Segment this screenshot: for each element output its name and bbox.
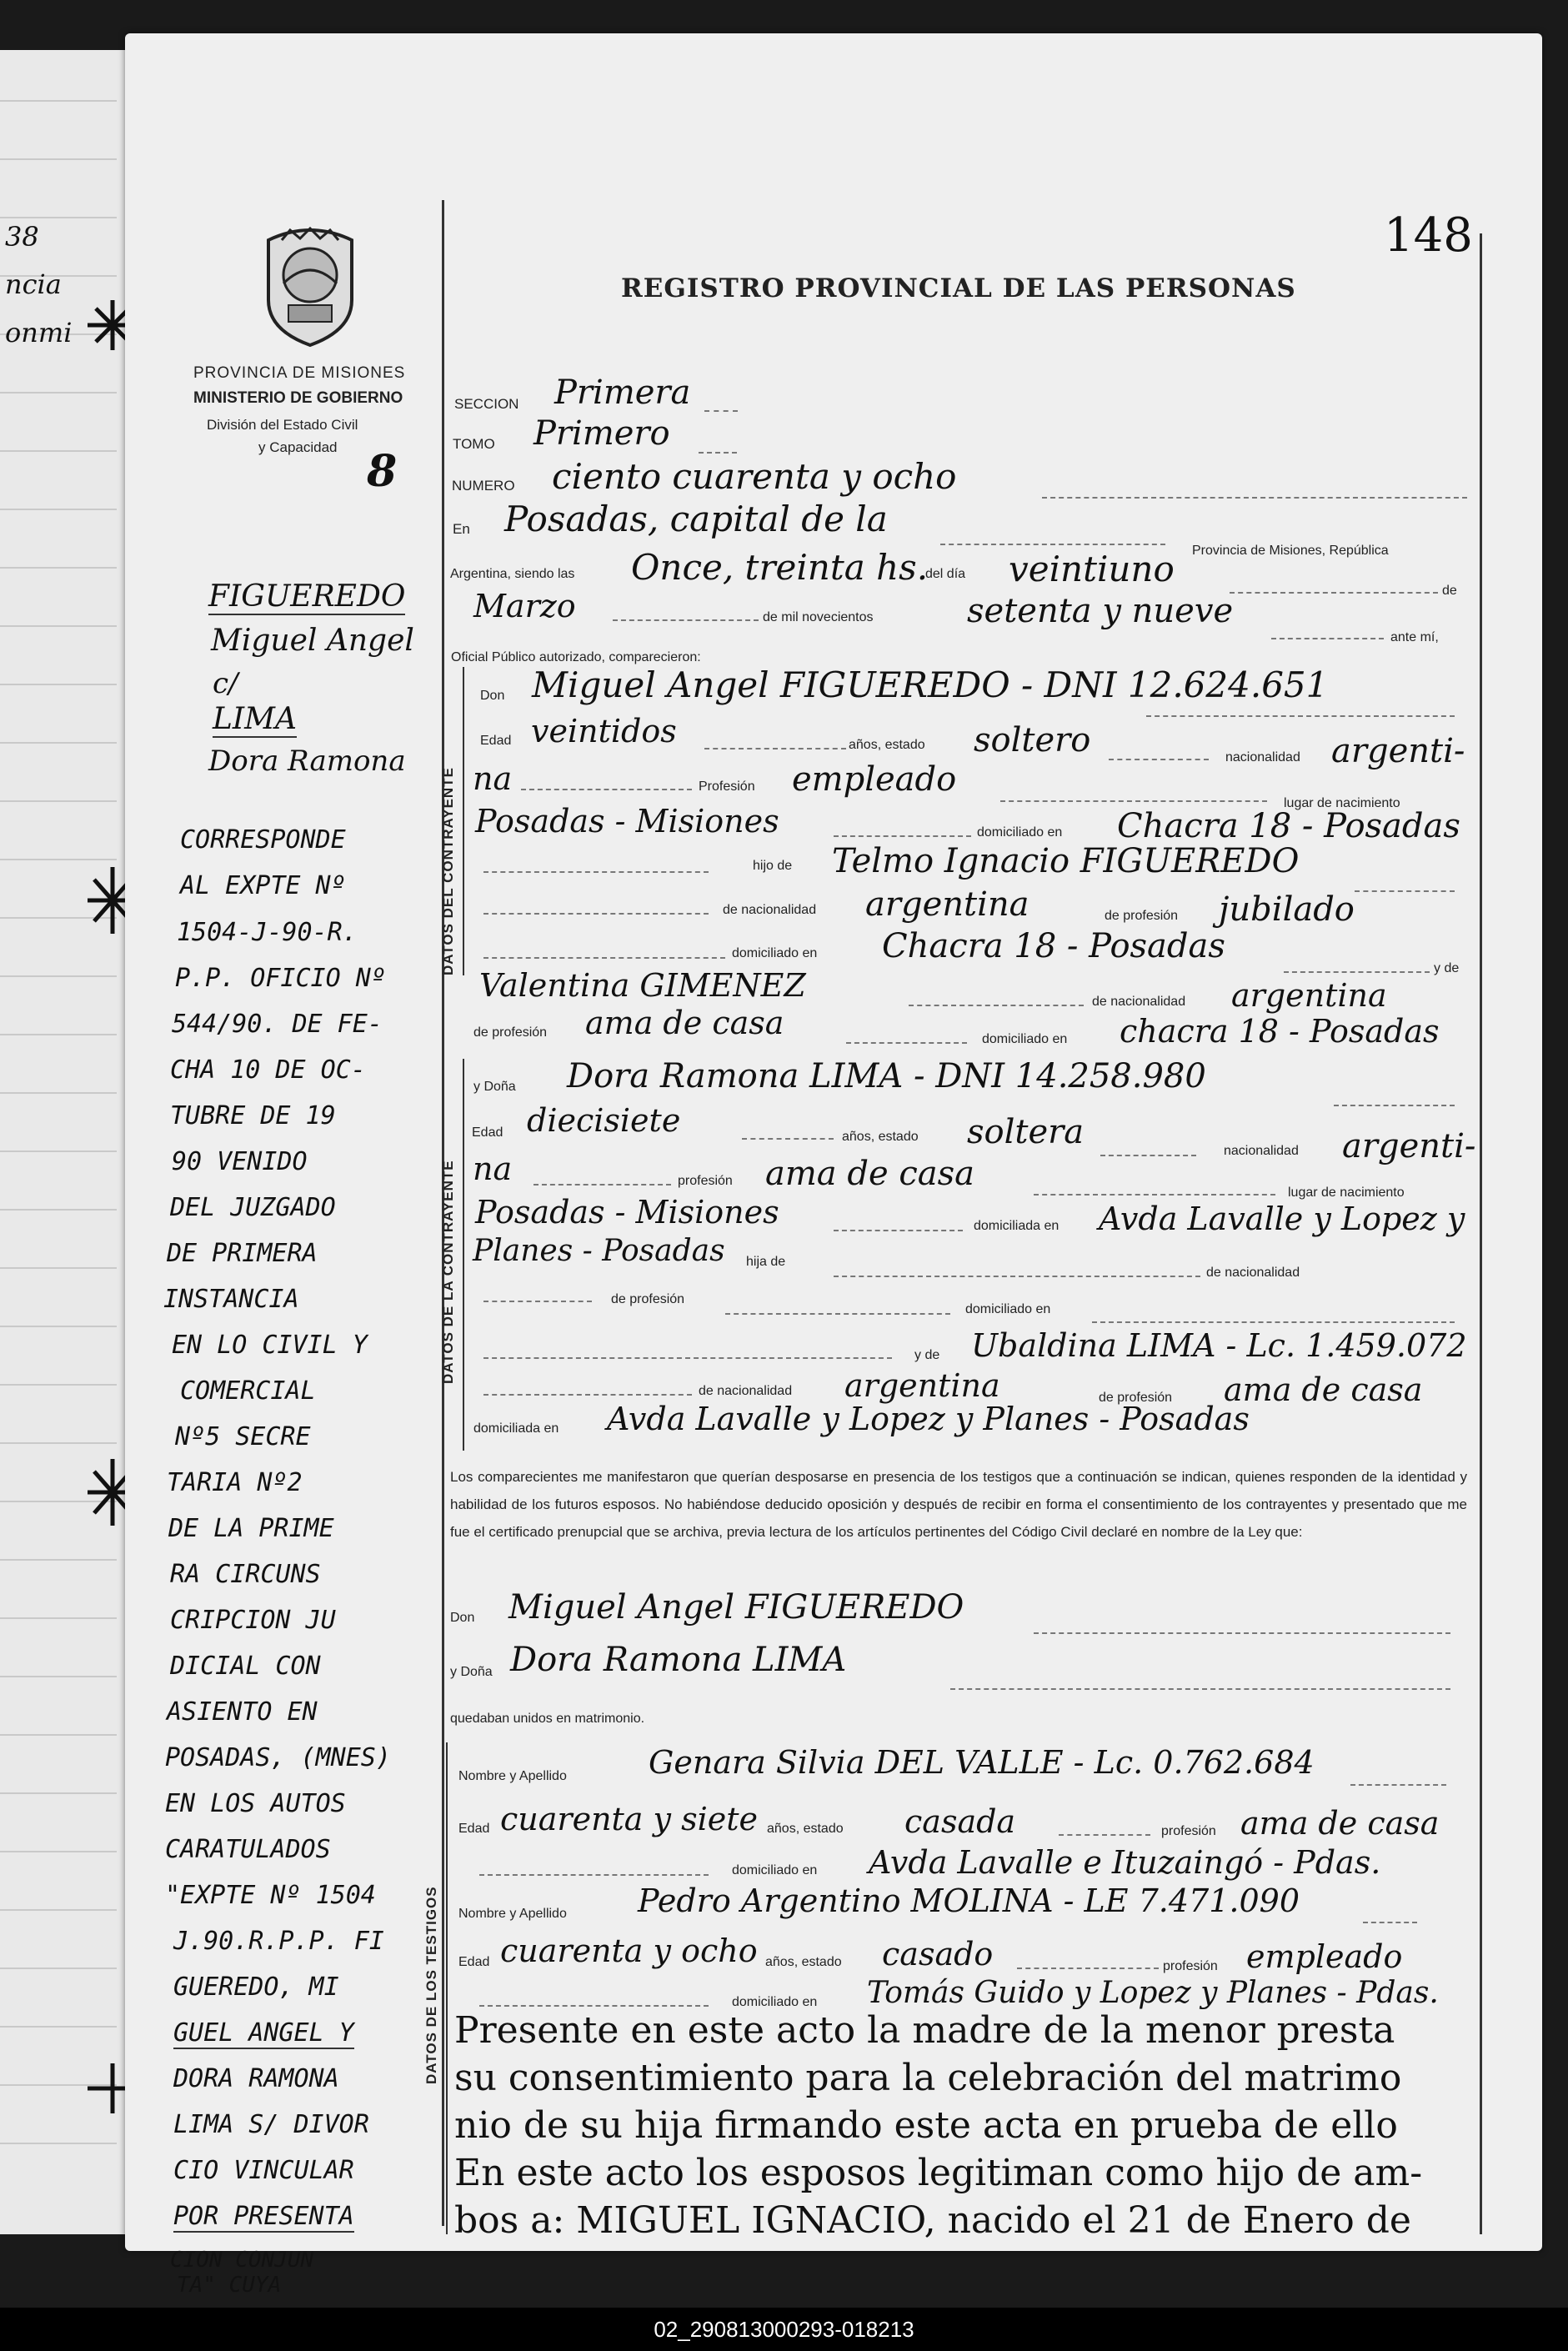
witness-section-border (446, 1742, 448, 2234)
field-groom-padre-nac: argentina (865, 885, 1029, 924)
field-groom-madre-dom: chacra 18 - Posadas (1120, 1013, 1440, 1050)
label-domiciliado-padre-bride: domiciliado en (965, 1302, 1051, 1316)
margin-note-line: 544/90. DE FE- (172, 1010, 383, 1039)
field-groom-padre-prof: jubilado (1219, 890, 1355, 929)
label-argentina-siendo: Argentina, siendo las (450, 567, 575, 581)
field-bride-name: Dora Ramona LIMA - DNI 14.258.980 (567, 1057, 1206, 1095)
label-quedaban: quedaban unidos en matrimonio. (450, 1712, 645, 1726)
field-witness1-edad: cuarenta y siete (500, 1801, 758, 1837)
field-bride-edad: diecisiete (527, 1102, 681, 1139)
field-groom-padre-dom: Chacra 18 - Posadas (882, 927, 1225, 965)
label-de-prof-padre-bride: de profesión (611, 1292, 685, 1306)
field-hora: Once, treinta hs. (631, 547, 929, 588)
label-seccion: SECCION (454, 396, 519, 412)
label-de-mil: de mil novecientos (763, 610, 874, 624)
label-de-nac-padre-bride: de nacionalidad (1206, 1266, 1300, 1280)
margin-note-line: EN LOS AUTOS (165, 1789, 346, 1818)
prev-page-text-3: onmi (5, 317, 73, 348)
margin-note-line: "EXPTE Nº 1504 (165, 1881, 376, 1910)
margin-note-line: LIMA S/ DIVOR (173, 2110, 369, 2139)
field-groom-nac-b: na (473, 760, 513, 797)
observation-line: su consentimiento para la celebración del matrimo (454, 2057, 1402, 2099)
label-anos-estado-testigo-2: años, estado (765, 1955, 842, 1969)
field-numero: ciento cuarenta y ocho (552, 456, 957, 497)
prev-page-text-1: 38 (5, 221, 39, 253)
label-nombre-testigo-1: Nombre y Apellido (458, 1769, 567, 1783)
label-datos-contrayente: DATOS DEL CONTRAYENTE (440, 767, 456, 975)
label-profesion-testigo-1: profesión (1161, 1824, 1216, 1838)
margin-note-line: DE PRIMERA (167, 1239, 318, 1268)
label-de-prof-madre: de profesión (473, 1025, 548, 1040)
margin-name-given-2: Dora Ramona (208, 744, 406, 778)
field-groom-edad: veintidos (531, 713, 677, 749)
field-witness2-estado: casado (882, 1936, 994, 1973)
label-don-final: Don (450, 1611, 475, 1625)
label-de-nac-padre: de nacionalidad (723, 903, 817, 917)
label-nombre-testigo-2: Nombre y Apellido (458, 1907, 567, 1921)
margin-note-line: P.P. OFICIO Nº (175, 964, 386, 993)
margin-note-line: CORRESPONDE (180, 825, 346, 855)
field-don-final: Miguel Angel FIGUEREDO (508, 1588, 964, 1627)
label-de-prof-madre-bride: de profesión (1099, 1391, 1173, 1405)
label-edad-bride: Edad (472, 1125, 503, 1140)
field-bride-lugar: Posadas - Misiones (475, 1194, 779, 1231)
margin-note-line: DICIAL CON (170, 1652, 321, 1681)
label-profesion-groom: Profesión (699, 779, 755, 794)
org-province: PROVINCIA DE MISIONES (193, 364, 406, 382)
margin-note-line: POR PRESENTA (173, 2202, 354, 2231)
label-lugar-nac-bride: lugar de nacimiento (1288, 1186, 1405, 1200)
label-de-prof-padre: de profesión (1105, 909, 1179, 923)
label-de-nac-madre: de nacionalidad (1092, 995, 1186, 1009)
margin-name-connector: c/ (213, 667, 238, 700)
label-datos-la-contrayente: DATOS DE LA CONTRAYENTE (440, 1160, 456, 1384)
margin-note-line: RA CIRCUNS (170, 1560, 321, 1589)
label-domiciliada-bride: domiciliada en (974, 1219, 1060, 1233)
label-lugar-nac-groom: lugar de nacimiento (1284, 796, 1400, 810)
margin-note-line: CHA 10 DE OC- (170, 1055, 366, 1085)
field-witness2-domicilio: Tomás Guido y Lopez y Planes - Pdas. (867, 1976, 1439, 2010)
label-anos-estado-bride: años, estado (842, 1130, 919, 1144)
field-bride-nac-a: argenti- (1342, 1127, 1476, 1165)
label-edad-testigo-1: Edad (458, 1822, 490, 1836)
margin-note-line: DE LA PRIME (168, 1514, 334, 1543)
field-lugar-acta: Posadas, capital de la (504, 499, 888, 539)
field-anio: setenta y nueve (967, 592, 1234, 630)
form-right-border (1480, 233, 1482, 2234)
field-bride-estado: soltera (967, 1113, 1085, 1151)
label-domiciliada-madre-bride: domiciliada en (473, 1421, 559, 1436)
field-bride-profesion: ama de casa (765, 1155, 974, 1193)
org-capacidad: y Capacidad (258, 439, 338, 455)
label-profesion-bride: profesión (678, 1174, 733, 1188)
margin-name-surname-1: FIGUEREDO (208, 579, 406, 614)
label-numero: NUMERO (452, 478, 515, 494)
label-y-de: y de (1434, 961, 1460, 975)
margin-note-line: J.90.R.P.P. FI (173, 1927, 384, 1956)
label-domiciliado-testigo-1: domiciliado en (732, 1863, 818, 1877)
field-bride-domicilio: Avda Lavalle y Lopez y (1099, 1201, 1465, 1237)
label-tomo: TOMO (453, 436, 495, 452)
declaration-paragraph: Los comparecientes me manifestaron que querían desposarse en presencia de los testigos que a continuación se indican, quienes responden de la identidad y habilidad de los futuros esposos. No habiéndose deducido oposición y después de recibir en forma el consentimiento de los contrayentes y presentado que me fue el certificado prenupcial que se archiva, previa lectura de los artículos pertinentes del Código Civil declaré en nombre de la Ley que: (450, 1469, 1467, 1540)
margin-note-line: Nº5 SECRE (175, 1422, 311, 1451)
label-ante-mi: ante mí, (1390, 630, 1439, 644)
field-groom-lugar: Posadas - Misiones (475, 803, 779, 840)
field-bride-madre-dom: Avda Lavalle y Lopez y Planes - Posadas (607, 1401, 1250, 1437)
label-del-dia: del día (925, 567, 966, 581)
margin-note-line: INSTANCIA (163, 1285, 299, 1314)
margin-note-line: AL EXPTE Nº (180, 871, 346, 900)
margin-note-line: DORA RAMONA (173, 2064, 339, 2093)
margin-name-surname-2: LIMA (213, 702, 297, 736)
field-witness1-name: Genara Silvia DEL VALLE - Lc. 0.762.684 (649, 1744, 1315, 1781)
province-seal-icon (258, 223, 362, 348)
label-hijo-de: hijo de (753, 859, 793, 873)
label-provincia: Provincia de Misiones, República (1192, 544, 1389, 558)
margin-name-given-1: Miguel Angel (211, 624, 414, 658)
label-hija-de: hija de (746, 1255, 786, 1269)
field-bride-nac-b: na (473, 1150, 513, 1187)
observation-line: En este acto los esposos legitiman como hijo de am- (454, 2152, 1423, 2194)
field-witness1-estado: casada (904, 1803, 1016, 1840)
margin-note-line: GUEL ANGEL Y (173, 2018, 354, 2048)
prev-page-text-2: ncia (5, 268, 62, 300)
label-en: En (453, 521, 470, 537)
margin-note-line: 90 VENIDO (172, 1147, 308, 1176)
observation-line: nio de su hija firmando este acta en prueba de ello (454, 2104, 1398, 2147)
field-bride-madre: Ubaldina LIMA - Lc. 1.459.072 (971, 1327, 1467, 1364)
field-bride-madre-nac: argentina (844, 1367, 1000, 1404)
margin-note-line: DEL JUZGADO (170, 1193, 336, 1222)
margin-note-line: CIO VINCULAR (173, 2156, 354, 2185)
image-caption: 02_290813000293-018213 (0, 2308, 1568, 2351)
label-domiciliado-groom: domiciliado en (977, 825, 1063, 840)
field-witness1-domicilio: Avda Lavalle e Ituzaingó - Pdas. (869, 1844, 1381, 1881)
field-witness2-profesion: empleado (1246, 1938, 1403, 1975)
observation-line: bos a: MIGUEL IGNACIO, nacido el 21 de Enero de (454, 2199, 1411, 2242)
label-de-1: de (1442, 584, 1457, 598)
label-anos-estado-testigo-1: años, estado (767, 1822, 844, 1836)
field-groom-madre: Valentina GIMENEZ (479, 967, 806, 1004)
org-ministry: MINISTERIO DE GOBIERNO (193, 389, 403, 407)
margin-note-line: TUBRE DE 19 (170, 1101, 336, 1130)
margin-note-line: COMERCIAL (180, 1376, 316, 1406)
field-bride-madre-prof: ama de casa (1224, 1371, 1423, 1408)
field-witness1-profesion: ama de casa (1240, 1805, 1440, 1842)
org-division: División del Estado Civil (207, 417, 358, 433)
groom-section-border (463, 667, 464, 975)
margin-note-line: EN LO CIVIL Y (172, 1331, 368, 1360)
label-domiciliado-testigo-2: domiciliado en (732, 1995, 818, 2009)
label-don: Don (480, 689, 505, 703)
label-edad-testigo-2: Edad (458, 1955, 490, 1969)
page-number: 148 (1384, 208, 1473, 263)
clerk-initial-mark: 8 (367, 446, 398, 497)
margin-note-line: ASIENTO EN (167, 1697, 318, 1727)
field-tomo: Primero (534, 414, 670, 453)
margin-note-line: 1504-J-90-R. (177, 918, 358, 947)
field-dia: veintiuno (1009, 549, 1175, 589)
margin-note-line: CARATULADOS (165, 1835, 331, 1864)
field-witness2-edad: cuarenta y ocho (500, 1932, 758, 1969)
label-nacionalidad-groom: nacionalidad (1225, 750, 1300, 764)
label-datos-testigos: DATOS DE LOS TESTIGOS (423, 1886, 439, 2084)
label-y-de-bride: y de (914, 1348, 940, 1362)
field-seccion: Primera (554, 373, 691, 412)
margin-note-line: POSADAS, (MNES) (165, 1743, 391, 1772)
field-bride-domicilio2: Planes - Posadas (473, 1234, 725, 1268)
label-de-nac-madre-bride: de nacionalidad (699, 1384, 793, 1398)
field-groom-padre: Telmo Ignacio FIGUEREDO (832, 842, 1300, 880)
margin-note-line: TA" CUYA (177, 2273, 282, 2298)
label-oficial: Oficial Público autorizado, comparecieron: (451, 650, 701, 664)
label-edad-groom: Edad (480, 734, 512, 748)
field-groom-name: Miguel Angel FIGUEREDO - DNI 12.624.651 (532, 664, 1329, 705)
label-domiciliado-padre: domiciliado en (732, 946, 818, 960)
margin-note-line: CION CONJUN (170, 2248, 314, 2273)
margin-note-line: TARIA Nº2 (167, 1468, 303, 1497)
label-nacionalidad-bride: nacionalidad (1224, 1144, 1299, 1158)
field-groom-madre-nac: argentina (1231, 977, 1387, 1014)
field-groom-nac-a: argenti- (1331, 732, 1465, 770)
field-witness2-name: Pedro Argentino MOLINA - LE 7.471.090 (638, 1882, 1300, 1919)
label-anos-estado-groom: años, estado (849, 738, 925, 752)
field-mes: Marzo (473, 588, 576, 624)
label-profesion-testigo-2: profesión (1163, 1959, 1218, 1973)
document-title: REGISTRO PROVINCIAL DE LAS PERSONAS (621, 273, 1296, 303)
label-dona: y Doña (473, 1080, 516, 1094)
margin-note-line: CRIPCION JU (170, 1606, 336, 1635)
label-dona-final: y Doña (450, 1665, 493, 1679)
observation-line: Presente en este acto la madre de la menor presta (454, 2009, 1395, 2052)
field-groom-madre-prof: ama de casa (585, 1005, 784, 1041)
field-groom-estado: soltero (974, 721, 1091, 759)
field-groom-profesion: empleado (792, 760, 957, 799)
bride-section-border (463, 1059, 464, 1451)
field-dona-final: Dora Ramona LIMA (510, 1641, 847, 1679)
label-domiciliado-madre: domiciliado en (982, 1032, 1068, 1046)
margin-note-line: GUEREDO, MI (173, 1973, 339, 2002)
field-groom-domicilio: Chacra 18 - Posadas (1117, 807, 1460, 845)
